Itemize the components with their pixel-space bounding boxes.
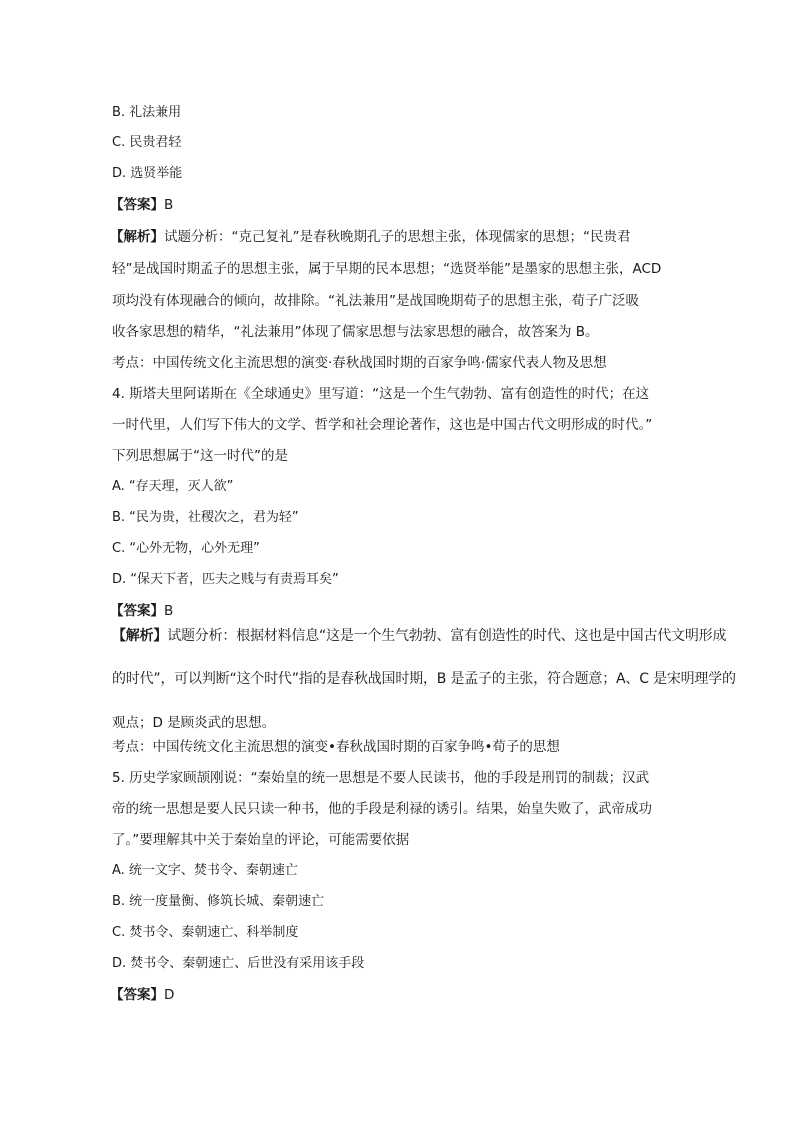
q5-stem-line-2: 帝的统一思想是要人民只读一种书，他的手段是利禄的诱引。结果，始皇失败了，武帝成功 — [112, 801, 652, 817]
q3-analysis-line-2: 轻”是战国时期孟子的思想主张，属于早期的民本思想；“选贤举能”是墨家的思想主张，ACD — [112, 261, 662, 277]
q4-analysis-line-2: 的时代”，可以判断“这个时代”指的是春秋战国时期，B 是孟子的主张，符合题意；A、C 是宋明理学的 — [112, 671, 736, 687]
analysis-text: 试题分析：“克己复礼”是春秋晚期孔子的思想主张，体现儒家的思想；“民贵君 — [164, 229, 631, 245]
q4-option-a: A. “存天理，灭人欲” — [112, 479, 234, 494]
analysis-label: 【解析】 — [110, 229, 164, 245]
q4-analysis-line-3: 观点；D 是顾炎武的思想。 — [112, 715, 276, 731]
q3-answer — [110, 196, 173, 214]
q3-analysis-line-1 — [110, 228, 630, 246]
q3-analysis-line-4: 收各家思想的精华，“礼法兼用”体现了儒家思想与法家思想的融合，故答案为 B。 — [112, 324, 599, 340]
answer-label: 【答案】 — [110, 987, 164, 1003]
q3-option-d: D. 选贤举能 — [112, 166, 183, 181]
q4-kaodian: 考点：中国传统文化主流思想的演变•春秋战国时期的百家争鸣•荀子的思想 — [112, 739, 560, 755]
q5-option-c: C. 焚书令、秦朝速亡、科举制度 — [112, 925, 299, 940]
q4-answer — [110, 602, 173, 620]
analysis-text: 试题分析：根据材料信息“这是一个生气勃勃、富有创造性的时代、这也是中国古代文明形成 — [167, 628, 727, 644]
q3-kaodian: 考点：中国传统文化主流思想的演变·春秋战国时期的百家争鸣·儒家代表人物及思想 — [112, 355, 607, 371]
q5-answer — [110, 986, 174, 1004]
q5-option-a: A. 统一文字、焚书令、秦朝速亡 — [112, 863, 298, 878]
q4-stem-line-1: 4. 斯塔夫里阿诺斯在《全球通史》里写道：“这是一个生气勃勃、富有创造性的时代；在这 — [112, 386, 650, 402]
answer-value: B — [164, 197, 174, 213]
q4-analysis-line-1 — [112, 627, 726, 645]
q3-option-c: C. 民贵君轻 — [112, 135, 182, 150]
q4-stem-line-2: 一时代里，人们写下伟大的文学、哲学和社会理论著作，这也是中国古代文明形成的时代。” — [112, 417, 653, 433]
answer-value: B — [164, 603, 174, 619]
answer-value: D — [164, 987, 175, 1003]
answer-label: 【答案】 — [110, 603, 164, 619]
q4-option-b: B. “民为贵，社稷次之，君为轻” — [112, 510, 299, 525]
q5-option-d: D. 焚书令、秦朝速亡、后世没有采用该手段 — [112, 956, 365, 971]
q4-stem-line-3: 下列思想属于“这一时代”的是 — [112, 448, 288, 464]
analysis-label: 【解析】 — [112, 628, 168, 644]
q3-analysis-line-3: 项均没有体现融合的倾向，故排除。“礼法兼用”是战国晚期荀子的思想主张，荀子广泛吸 — [112, 293, 639, 309]
q3-option-b: B. 礼法兼用 — [112, 105, 182, 120]
q4-option-d: D. “保天下者，匹夫之贱与有责焉耳矣” — [112, 572, 339, 587]
q5-stem-line-3: 了。”要理解其中关于秦始皇的评论，可能需要依据 — [112, 832, 410, 848]
q5-option-b: B. 统一度量衡、修筑长城、秦朝速亡 — [112, 894, 325, 909]
q4-option-c: C. “心外无物，心外无理” — [112, 541, 260, 556]
q5-stem-line-1: 5. 历史学家顾颉刚说：“秦始皇的统一思想是不要人民读书，他的手段是刑罚的制裁；汉武 — [112, 770, 650, 786]
answer-label: 【答案】 — [110, 197, 164, 213]
